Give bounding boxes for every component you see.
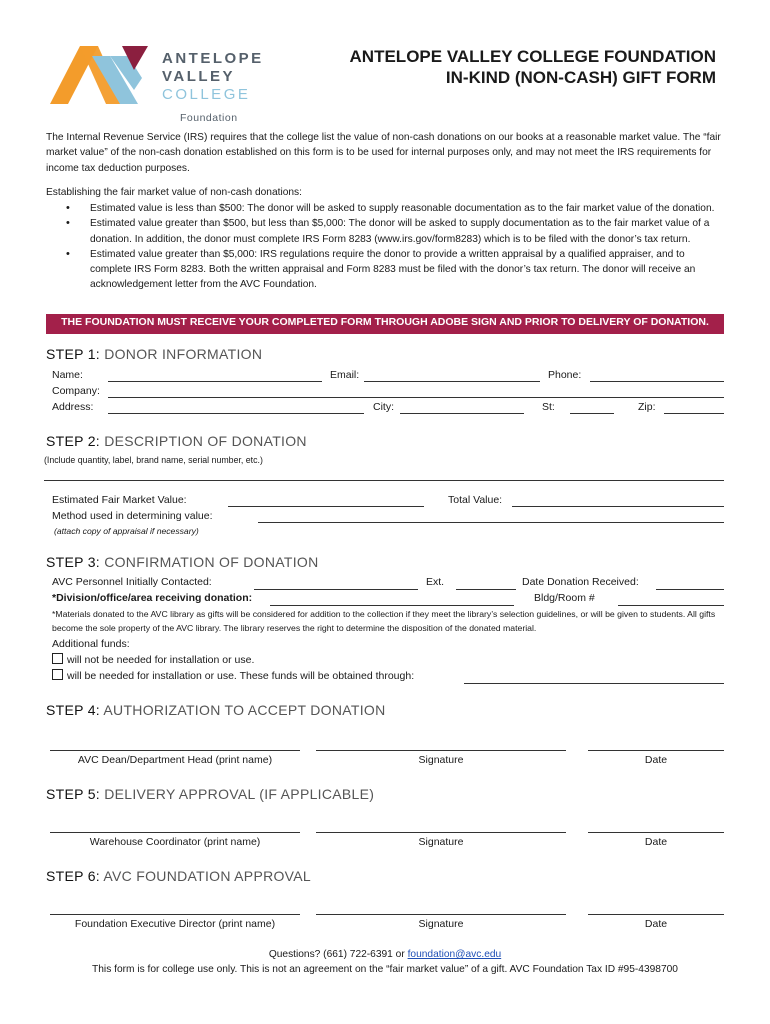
step6-heading (46, 868, 311, 884)
funds-source-field[interactable] (464, 683, 724, 684)
footer-email-link[interactable]: foundation@avc.edu (407, 949, 502, 960)
step3-title: CONFIRMATION OF DONATION (104, 554, 319, 570)
zip-label: Zip: (638, 401, 656, 413)
warehouse-signature-label: Signature (418, 836, 464, 848)
warehouse-signature-line[interactable] (316, 832, 566, 833)
logo-text-valley: VALLEY (162, 68, 236, 85)
funds-option-needed (52, 669, 414, 684)
step2-number: STEP 2: (46, 433, 100, 449)
email-field[interactable] (364, 381, 540, 382)
director-name-label: Foundation Executive Director (print name) (74, 918, 276, 930)
description-hint: (Include quantity, label, brand name, serial number, etc.) (44, 455, 263, 465)
form-title-line1: ANTELOPE VALLEY COLLEGE FOUNDATION (349, 47, 716, 66)
company-field[interactable] (108, 397, 724, 398)
date-received-field[interactable] (656, 589, 724, 590)
logo-text-antelope: ANTELOPE (162, 50, 264, 67)
total-value-field[interactable] (512, 506, 724, 507)
personnel-field[interactable] (254, 589, 418, 590)
funds-option-not-needed (52, 653, 254, 668)
city-label: City: (373, 401, 394, 413)
step4-number: STEP 4: (46, 702, 100, 718)
step6-title: AVC FOUNDATION APPROVAL (103, 868, 312, 884)
warehouse-date-line[interactable] (588, 832, 724, 833)
bullet-item: • Estimated value greater than $500, but less than $5,000: The donor will be asked to supply documentation as to the fair market value of a donation. In addition, the donor must complete IRS Form 8283 (www.irs.gov/form8283) which is to be filed with the donor’s tax return. (46, 216, 726, 247)
bldg-field[interactable] (618, 605, 724, 606)
dean-signature-label: Signature (418, 754, 464, 766)
division-field[interactable] (270, 605, 514, 606)
description-field[interactable] (44, 480, 724, 481)
method-label: Method used in determining value: (52, 510, 213, 522)
method-field[interactable] (258, 522, 724, 523)
needed-checkbox[interactable] (52, 669, 63, 680)
director-name-line[interactable] (50, 914, 300, 915)
director-date-label: Date (644, 918, 668, 930)
step1-number: STEP 1: (46, 346, 100, 362)
company-label: Company: (52, 385, 100, 397)
logo (50, 44, 264, 130)
additional-funds-label: Additional funds: (52, 638, 130, 650)
dean-signature-line[interactable] (316, 750, 566, 751)
step4-title: AUTHORIZATION TO ACCEPT DONATION (103, 702, 386, 718)
warehouse-date-label: Date (644, 836, 668, 848)
dean-name-line[interactable] (50, 750, 300, 751)
address-field[interactable] (108, 413, 364, 414)
division-label: *Division/office/area receiving donation: (52, 592, 253, 604)
date-received-label: Date Donation Received: (522, 576, 639, 588)
step5-heading (46, 786, 374, 802)
step4-heading (46, 702, 386, 718)
director-signature-line[interactable] (316, 914, 566, 915)
name-field[interactable] (108, 381, 322, 382)
address-label: Address: (52, 401, 94, 413)
footer-questions (0, 949, 770, 960)
logo-text-foundation: Foundation (180, 112, 238, 124)
footer-disclaimer: This form is for college use only. This is not an agreement on the “fair market value” of a gift. AVC Foundation Tax ID #95-4398700 (92, 964, 678, 975)
bullet-item: • Estimated value is less than $500: The donor will be asked to supply reasonable documentation as to the fair market value of the donation. (46, 201, 726, 216)
dean-date-line[interactable] (588, 750, 724, 751)
step2-heading (46, 433, 307, 449)
intro-establishing: Establishing the fair market value of non-cash donations: (46, 187, 302, 198)
ext-label: Ext. (426, 576, 445, 588)
personnel-label: AVC Personnel Initially Contacted: (52, 576, 212, 588)
attach-note: (attach copy of appraisal if necessary) (54, 526, 199, 536)
library-note: *Materials donated to the AVC library as gifts will be considered for addition to the collection if they meet the library’s selection guidelines, or will be given to students. All gifts become the sole property of the AVC library. The library reserves the right to determine the disposition of the donated material. (52, 609, 716, 633)
not-needed-label: will not be needed for installation or use. (67, 654, 255, 666)
state-label: St: (542, 401, 555, 413)
step2-title: DESCRIPTION OF DONATION (104, 433, 307, 449)
director-signature-label: Signature (418, 918, 464, 930)
name-label: Name: (52, 369, 83, 381)
director-date-line[interactable] (588, 914, 724, 915)
ext-field[interactable] (456, 589, 516, 590)
footer-questions-text: Questions? (661) 722-6391 or (268, 949, 405, 960)
phone-field[interactable] (590, 381, 724, 382)
intro-paragraph: The Internal Revenue Service (IRS) requires that the college list the value of non-cash donations on our books at a reasonable market value. The “fair market value” of the non-cash donation established on this form is to be used for internal purposes only, and may not meet the IRS requirements for income tax deduction purposes. (46, 132, 721, 174)
warehouse-name-label: Warehouse Coordinator (print name) (89, 836, 261, 848)
fmv-label: Estimated Fair Market Value: (52, 494, 187, 506)
step3-number: STEP 3: (46, 554, 100, 570)
form-title-line2: IN-KIND (NON-CASH) GIFT FORM (445, 68, 716, 87)
fmv-field[interactable] (228, 506, 424, 507)
zip-field[interactable] (664, 413, 724, 414)
step6-number: STEP 6: (46, 868, 100, 884)
banner-text: THE FOUNDATION MUST RECEIVE YOUR COMPLETED FORM THROUGH ADOBE SIGN AND PRIOR TO DELIVERY OF DONATION. (61, 316, 709, 328)
not-needed-checkbox[interactable] (52, 653, 63, 664)
total-value-label: Total Value: (448, 494, 503, 506)
city-field[interactable] (400, 413, 524, 414)
needed-label: will be needed for installation or use. These funds will be obtained through: (67, 670, 415, 682)
step3-heading (46, 554, 319, 570)
bullet-item: • Estimated value greater than $5,000: IRS regulations require the donor to provide a written appraisal by a qualified appraiser, and to complete IRS Form 8283. Both the written appraisal and Form 8283 must be filed with the donor’s tax return. The donor will receive an acknowledgement letter from the AVC Foundation. (46, 247, 726, 293)
logo-text-college: COLLEGE (162, 86, 251, 103)
email-label: Email: (330, 369, 360, 381)
step1-heading (46, 346, 262, 362)
warehouse-name-line[interactable] (50, 832, 300, 833)
step5-number: STEP 5: (46, 786, 100, 802)
avc-logo-mark-icon (50, 44, 160, 106)
intro-bullets (46, 201, 726, 293)
state-field[interactable] (570, 413, 614, 414)
dean-name-label: AVC Dean/Department Head (print name) (77, 754, 273, 766)
dean-date-label: Date (644, 754, 668, 766)
step5-title: DELIVERY APPROVAL (IF APPLICABLE) (104, 786, 375, 802)
phone-label: Phone: (548, 369, 582, 381)
bldg-label: Bldg/Room # (534, 592, 595, 604)
step1-title: DONOR INFORMATION (104, 346, 263, 362)
